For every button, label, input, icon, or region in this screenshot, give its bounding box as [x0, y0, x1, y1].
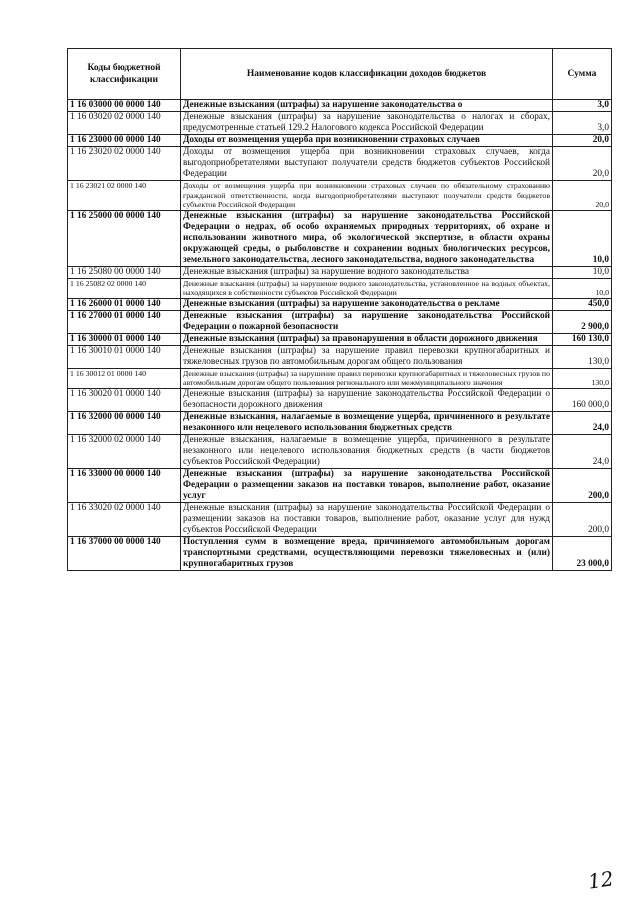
table-row [68, 502, 612, 536]
row-name: Денежные взыскания (штрафы) за нарушение правил перевозки крупногабаритных и тяжеловесных грузов по автомобильным дорогам общего пользования [181, 345, 553, 368]
row-sum: 20,0 [553, 135, 612, 147]
row-name: Денежные взыскания (штрафы) за нарушение законодательства о налогах и сборах, предусмотренные статьей 129.2 Налогового кодекса Российской Федерации [181, 112, 553, 135]
row-code: 1 16 23000 00 0000 140 [68, 135, 181, 147]
row-sum: 10,0 [553, 266, 612, 278]
table-row [68, 333, 612, 345]
row-sum: 200,0 [553, 502, 612, 536]
row-code: 1 16 25082 02 0000 140 [68, 278, 181, 298]
table-row [68, 536, 612, 570]
row-sum: 10,0 [553, 210, 612, 266]
table-row [68, 278, 612, 298]
header-code: Коды бюджетной классификации [68, 49, 181, 100]
row-name: Денежные взыскания (штрафы) за нарушение законодательства о [181, 100, 553, 112]
row-code: 1 16 32000 00 0000 140 [68, 411, 181, 434]
row-sum: 3,0 [553, 112, 612, 135]
row-name: Денежные взыскания (штрафы) за нарушение законодательства Российской Федерации о размещении заказов на поставки товаров, выполнение работ, оказание услуг [181, 468, 553, 502]
row-code: 1 16 03020 02 0000 140 [68, 112, 181, 135]
row-name: Денежные взыскания (штрафы) за нарушение водного законодательства [181, 266, 553, 278]
table-header-row [68, 49, 612, 100]
row-sum: 160 130,0 [553, 333, 612, 345]
table-row [68, 266, 612, 278]
header-name: Наименование кодов классификации доходов бюджетов [181, 49, 553, 100]
row-name: Доходы от возмещения ущерба при возникновении страховых случаев по обязательному страхованию гражданской ответственности, когда выгодоприобретателями выступают получатели средств бюджетов субъектов Российской Федерации [181, 181, 553, 211]
row-code: 1 16 32000 02 0000 140 [68, 434, 181, 468]
header-sum: Сумма [553, 49, 612, 100]
row-code: 1 16 30010 01 0000 140 [68, 345, 181, 368]
row-code: 1 16 30012 01 0000 140 [68, 368, 181, 388]
row-code: 1 16 25000 00 0000 140 [68, 210, 181, 266]
row-name: Денежные взыскания (штрафы) за нарушение законодательства Российской Федерации о безопасности дорожного движения [181, 388, 553, 411]
table-row [68, 388, 612, 411]
row-sum: 24,0 [553, 434, 612, 468]
row-sum: 130,0 [553, 368, 612, 388]
row-code: 1 16 30000 01 0000 140 [68, 333, 181, 345]
row-sum: 20,0 [553, 147, 612, 181]
budget-classification-table [67, 48, 612, 571]
table-row [68, 368, 612, 388]
page-number: 12 [586, 866, 615, 894]
row-sum: 130,0 [553, 345, 612, 368]
row-name: Денежные взыскания, налагаемые в возмещение ущерба, причиненного в результате незаконного или нецелевого использования бюджетных средств [181, 411, 553, 434]
table-row [68, 181, 612, 211]
row-name: Денежные взыскания (штрафы) за нарушение законодательства Российской Федерации о недрах, об особо охраняемых природных территориях, об охране и использовании животного мира, об экологической экспертизе, в области охраны окружающей среды, о рыболовстве и сохранении водных биологических ресурсов, земельного законодательства, лесного законодательства, водного законодательства [181, 210, 553, 266]
row-name: Денежные взыскания (штрафы) за правонарушения в области дорожного движения [181, 333, 553, 345]
row-name: Денежные взыскания (штрафы) за нарушение водного законодательства, установленное на водных объектах, находящихся в собственности субъектов Российской Федерации [181, 278, 553, 298]
table-row [68, 210, 612, 266]
row-code: 1 16 03000 00 0000 140 [68, 100, 181, 112]
row-sum: 10,0 [553, 278, 612, 298]
row-sum: 24,0 [553, 411, 612, 434]
row-code: 1 16 33020 02 0000 140 [68, 502, 181, 536]
row-sum: 200,0 [553, 468, 612, 502]
table-row [68, 411, 612, 434]
row-code: 1 16 25080 00 0000 140 [68, 266, 181, 278]
row-name: Денежные взыскания (штрафы) за нарушение правил перевозки крупногабаритных и тяжеловесных грузов по автомобильным дорогам общего пользования регионального или межмуниципального значения [181, 368, 553, 388]
row-name: Денежные взыскания (штрафы) за нарушение законодательства Российской Федерации о размещении заказов на поставки товаров, выполнение работ, оказание услуг для нужд субъектов Российской Федерации [181, 502, 553, 536]
row-name: Поступления сумм в возмещение вреда, причиняемого автомобильным дорогам транспортными средствами, осуществляющими перевозки тяжеловесных и (или) крупногабаритных грузов [181, 536, 553, 570]
row-sum: 450,0 [553, 298, 612, 310]
row-sum: 160 000,0 [553, 388, 612, 411]
row-name: Денежные взыскания (штрафы) за нарушение законодательства Российской Федерации о пожарной безопасности [181, 310, 553, 333]
table-row [68, 147, 612, 181]
row-code: 1 16 26000 01 0000 140 [68, 298, 181, 310]
table-body [68, 100, 612, 571]
row-sum: 20,0 [553, 181, 612, 211]
table-row [68, 310, 612, 333]
table-row [68, 135, 612, 147]
row-sum: 3,0 [553, 100, 612, 112]
budget-classification-table-wrapper [67, 48, 611, 571]
row-code: 1 16 23021 02 0000 140 [68, 181, 181, 211]
row-sum: 2 900,0 [553, 310, 612, 333]
table-row [68, 112, 612, 135]
table-row [68, 345, 612, 368]
row-name: Денежные взыскания (штрафы) за нарушение законодательства о рекламе [181, 298, 553, 310]
table-row [68, 434, 612, 468]
row-code: 1 16 27000 01 0000 140 [68, 310, 181, 333]
table-row [68, 100, 612, 112]
row-name: Доходы от возмещения ущерба при возникновении страховых случаев [181, 135, 553, 147]
row-name: Доходы от возмещения ущерба при возникновении страховых случаев, когда выгодоприобретателями выступают получатели средств бюджетов субъектов Российской Федерации [181, 147, 553, 181]
table-row [68, 468, 612, 502]
row-code: 1 16 30020 01 0000 140 [68, 388, 181, 411]
row-sum: 23 000,0 [553, 536, 612, 570]
row-code: 1 16 37000 00 0000 140 [68, 536, 181, 570]
row-code: 1 16 23020 02 0000 140 [68, 147, 181, 181]
row-code: 1 16 33000 00 0000 140 [68, 468, 181, 502]
table-row [68, 298, 612, 310]
row-name: Денежные взыскания, налагаемые в возмещение ущерба, причиненного в результате незаконного или нецелевого использования бюджетных средств (в части бюджетов субъектов Российской Федерации) [181, 434, 553, 468]
